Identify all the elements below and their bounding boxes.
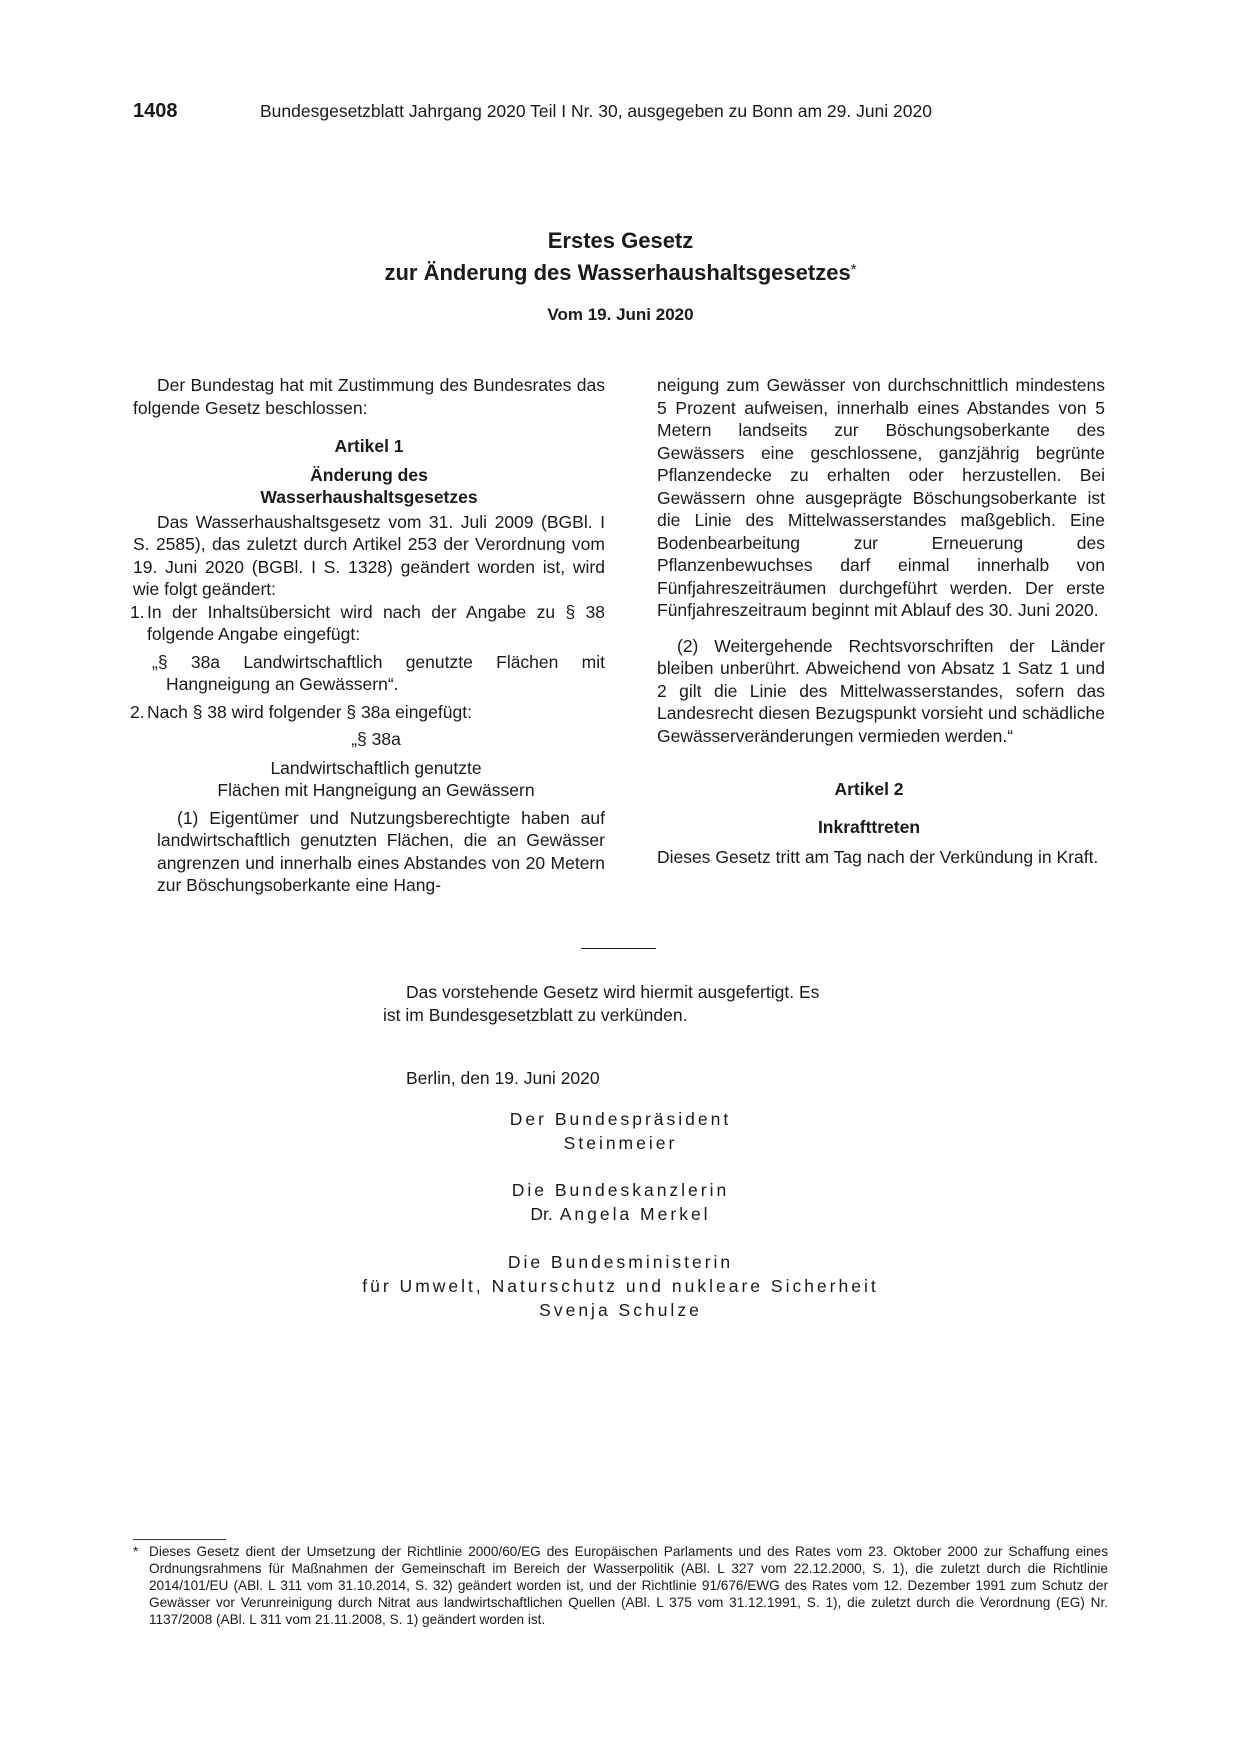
signature-chancellor-prefix: Dr.: [530, 1204, 553, 1224]
article-1-title-line-1: Änderung des: [310, 464, 428, 485]
title-footnote-mark: *: [850, 261, 857, 278]
section-38a-paragraph-1: (1) Eigentümer und Nutzungsberechtigte haben auf landwirtschaftlich genutzten Flächen, die an Gewässer angrenzen und innerhalb eines Abstandes von 20 Metern zur Böschungsoberkante eine Hang-: [157, 807, 605, 895]
article-1-intro: Das Wasserhaushaltsgesetz vom 31. Juli 2009 (BGBl. I S. 2585), das zuletzt durch Artikel 253 der Verordnung vom 19. Juni 2020 (BGBl. I S. 1328) geändert worden ist, wird wie folgt geändert:: [133, 511, 605, 599]
separator-rule: [581, 948, 656, 949]
footnote: [133, 1543, 1108, 1628]
signature-president-name: Steinmeier: [563, 1133, 678, 1153]
title-line-2: [0, 255, 1241, 287]
list-item-1-quote: „§ 38a Landwirtschaftlich genutzte Flächen mit Hangneigung an Gewässern“.: [152, 651, 605, 694]
signature-minister-name: Svenja Schulze: [539, 1300, 702, 1320]
signature-president-title: Der Bundespräsident: [509, 1109, 732, 1129]
article-1-title-line-2: Wasserhaushaltsgesetzes: [260, 487, 478, 507]
law-date: Vom 19. Juni 2020: [547, 305, 694, 324]
list-item-1: [130, 601, 605, 646]
law-title: [0, 226, 1241, 287]
list-item-1-number: 1.: [130, 601, 145, 622]
footnote-text: Dieses Gesetz dient der Umsetzung der Richtlinie 2000/60/EG des Europäischen Parlaments und des Rates vom 23. Oktober 2000 zur Schaffung eines Ordnungsrahmens für Maßnahmen der Gemeinschaft im Bereich der Wasserpolitik (ABl. L 327 vom 22.12.2000, S. 1), die zuletzt durch die Richtlinie 2014/101/EU (ABl. L 311 vom 31.10.2014, S. 32) geändert worden ist, und der Richtlinie 91/676/EWG des Rates vom 12. Dezember 1991 zum Schutz der Gewässer vor Verunreinigung durch Nitrat aus landwirtschaftlichen Quellen (ABl. L 375 vom 31.12.1991, S. 1), die zuletzt durch die Verordnung (EG) Nr. 1137/2008 (ABl. L 311 vom 21.11.2008, S. 1) geändert worden ist.: [149, 1544, 1108, 1627]
signature-chancellor-name: [0, 1202, 1241, 1226]
article-1-heading: Artikel 1: [334, 436, 404, 456]
list-item-2-text: Nach § 38 wird folgender § 38a eingefügt:: [147, 701, 472, 722]
promulgation-formula-line-2: ist im Bundesgesetzblatt zu verkünden.: [383, 1005, 688, 1025]
signature-chancellor-surname: Angela Merkel: [559, 1204, 711, 1224]
list-item-2: [130, 701, 605, 724]
running-head: Bundesgesetzblatt Jahrgang 2020 Teil I Nr. 30, ausgegeben zu Bonn am 29. Juni 2020: [260, 101, 932, 121]
signature-chancellor-title: Die Bundeskanzlerin: [511, 1180, 730, 1200]
title-line-1: Erstes Gesetz: [547, 228, 694, 253]
section-38a-paragraph-2: (2) Weitergehende Rechtsvorschriften der Länder bleiben unberührt. Abweichend von Absatz 1 Satz 1 und 2 gilt die Linie des Mittelwasserstandes, sofern das Landesrecht diesen Bezugspunkt vorsieht und schädliche Gewässerveränderungen vermieden werden.“: [657, 635, 1105, 746]
article-2-text: Dieses Gesetz tritt am Tag nach der Verkündung in Kraft.: [657, 847, 1099, 867]
promulgation-formula-line-1: Das vorstehende Gesetz wird hiermit ausgefertigt. Es: [406, 982, 820, 1002]
article-2-title: Inkrafttreten: [817, 816, 921, 837]
footnote-rule: [133, 1539, 226, 1540]
article-2-heading: Artikel 2: [834, 779, 904, 799]
footnote-mark: *: [133, 1544, 139, 1559]
list-item-2-number: 2.: [130, 701, 145, 722]
preamble: Der Bundestag hat mit Zustimmung des Bundesrates das folgende Gesetz beschlossen:: [133, 375, 605, 418]
list-item-1-text: In der Inhaltsübersicht wird nach der Angabe zu § 38 folgende Angabe eingefügt:: [147, 601, 605, 644]
left-column: [130, 374, 605, 897]
page-number: 1408: [133, 100, 178, 122]
right-column: [633, 374, 1105, 869]
section-38a-paragraph-1-continued: neigung zum Gewässer von durchschnittlich mindestens 5 Prozent aufweisen, innerhalb eines Abstandes von 5 Metern landseits zur Böschungsoberkante des Gewässers eine geschlossene, ganzjährig begrünte Pflanzendecke zu erhalten oder herzustellen. Bei Gewässern ohne ausgeprägte Böschungsoberkante ist die Linie des Mittelwasserstandes maßgeblich. Eine Bodenbearbeitung zur Erneuerung des Pflanzenbewuchses darf einmal innerhalb von Fünfjahreszeiträumen durchgeführt werden. Der erste Fünfjahreszeitraum beginnt mit Ablauf des 30. Juni 2020.: [657, 375, 1105, 620]
signature-minister-department: für Umwelt, Naturschutz und nukleare Sicherheit: [362, 1276, 879, 1296]
place-and-date: Berlin, den 19. Juni 2020: [406, 1068, 600, 1088]
title-line-2-text: zur Änderung des Wasserhaushaltsgesetzes: [384, 260, 851, 285]
signature-minister-title: Die Bundesministerin: [507, 1252, 734, 1272]
section-38a-heading: „§ 38a: [351, 729, 401, 749]
section-38a-title-line-1: Landwirtschaftlich genutzte: [270, 757, 482, 778]
section-38a-title-line-2: Flächen mit Hangneigung an Gewässern: [217, 780, 535, 800]
